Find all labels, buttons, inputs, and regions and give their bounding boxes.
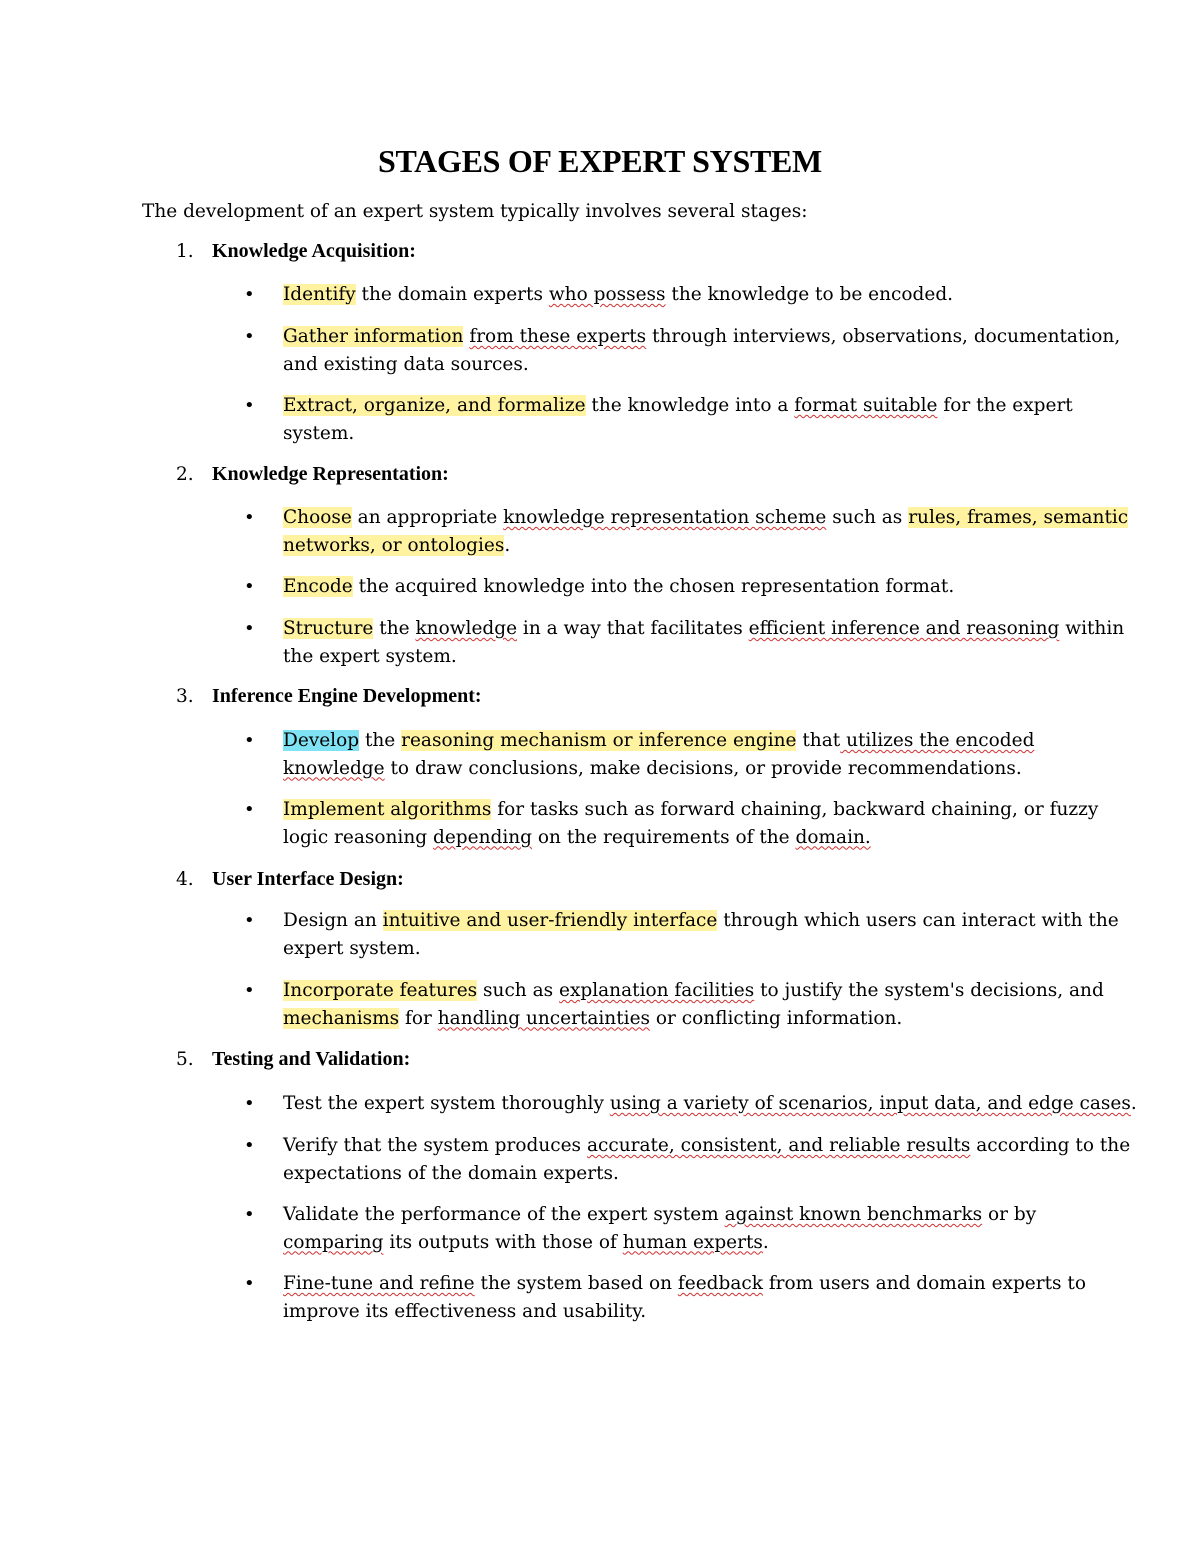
- text-run: within: [1059, 618, 1125, 639]
- bullet-line: [283, 977, 1104, 1005]
- stage-title: Testing and Validation:: [212, 1048, 411, 1070]
- list-item: [244, 504, 1129, 559]
- bullet-icon: •: [244, 576, 255, 597]
- bullet-line: [283, 755, 1063, 783]
- stage-number: 5.: [176, 1049, 194, 1070]
- bullet-icon: •: [244, 326, 255, 347]
- bullet-line: [283, 392, 1073, 420]
- highlighted-text: Structure: [283, 618, 374, 639]
- spellcheck-underlined-text: using a variety of scenarios, input data, and edge cases: [609, 1093, 1131, 1114]
- bullet-icon: •: [244, 980, 255, 1001]
- text-run: for the expert: [937, 395, 1073, 416]
- list-item: [244, 281, 1063, 309]
- bullet-line: [283, 824, 1063, 852]
- text-run: expert system.: [283, 937, 421, 959]
- text-run: the knowledge into a: [585, 395, 795, 416]
- list-item: [244, 1090, 1137, 1118]
- bullet-line: [283, 1201, 1063, 1229]
- bullet-line: [283, 573, 1063, 601]
- stage-number: 3.: [176, 686, 194, 707]
- bullet-line: [283, 796, 1099, 824]
- text-run: the knowledge to be encoded.: [665, 284, 954, 305]
- bullet-icon: •: [244, 618, 255, 639]
- spellcheck-underlined-text: Fine-tune and refine: [283, 1273, 475, 1294]
- spellcheck-underlined-text: knowledge: [415, 618, 518, 639]
- highlighted-text: Implement algorithms: [283, 799, 492, 820]
- bullet-icon: •: [244, 507, 255, 528]
- stage-number: 2.: [176, 464, 194, 485]
- text-run: Verify that the system produces: [283, 1135, 587, 1156]
- spellcheck-underlined-text: format suitable: [794, 395, 938, 416]
- stage-number: 1.: [176, 241, 194, 262]
- highlighted-text: Encode: [283, 576, 353, 597]
- bullet-icon: •: [244, 284, 255, 305]
- stage-number: 4.: [176, 869, 194, 890]
- list-item: [244, 907, 1119, 962]
- text-run: that: [796, 730, 841, 751]
- bullet-line: [283, 1229, 1063, 1257]
- text-run: the expert system.: [283, 645, 457, 667]
- text-run: the: [359, 730, 402, 751]
- list-item: [244, 1270, 1086, 1325]
- spellcheck-underlined-text: explanation facilities: [559, 980, 755, 1001]
- stage-heading: [176, 1046, 410, 1073]
- bullet-icon: •: [244, 1135, 255, 1156]
- spellcheck-underlined-text: handling uncertainties: [437, 1007, 651, 1029]
- text-run: Test the expert system thoroughly: [283, 1093, 610, 1114]
- text-run: for: [399, 1007, 438, 1029]
- text-run: improve its effectiveness and usability.: [283, 1300, 647, 1322]
- bullet-icon: •: [244, 910, 255, 931]
- highlighted-text: intuitive and user-friendly interface: [382, 910, 718, 931]
- bullet-line: [283, 615, 1125, 643]
- list-item: [244, 727, 1063, 782]
- highlighted-text: reasoning mechanism or inference engine: [401, 730, 797, 751]
- bullet-line: [283, 1005, 1063, 1033]
- stage-heading: [176, 238, 416, 265]
- stage-title: Knowledge Representation:: [212, 463, 449, 485]
- stage-heading: [176, 866, 404, 893]
- list-item: [244, 323, 1121, 378]
- text-run: the domain experts: [355, 284, 549, 305]
- stage-heading: [176, 683, 482, 710]
- bullet-line: [283, 351, 1063, 379]
- bullet-line: [283, 907, 1119, 935]
- bullet-line: [283, 420, 1063, 448]
- stage-title: Inference Engine Development:: [212, 685, 482, 707]
- spellcheck-underlined-text: feedback: [677, 1273, 763, 1294]
- bullet-line: [283, 1270, 1086, 1298]
- text-run: logic reasoning: [283, 826, 433, 848]
- bullet-line: [283, 1160, 1063, 1188]
- spellcheck-underlined-text: comparing: [283, 1231, 384, 1253]
- text-run: from users and domain experts to: [762, 1273, 1086, 1294]
- highlighted-text: Develop: [283, 730, 360, 751]
- bullet-line: [283, 532, 1063, 560]
- stage-title: User Interface Design:: [212, 868, 404, 890]
- highlighted-text: Extract, organize, and formalize: [283, 395, 586, 416]
- bullet-icon: •: [244, 1093, 255, 1114]
- stage-heading: [176, 461, 449, 488]
- text-run: .: [504, 534, 511, 556]
- spellcheck-underlined-text: knowledge: [283, 757, 385, 779]
- spellcheck-underlined-text: who possess: [548, 284, 666, 305]
- text-run: to justify the system's decisions, and: [754, 980, 1104, 1001]
- highlighted-text: Choose: [283, 507, 352, 528]
- intro-paragraph: The development of an expert system typically involves several stages:: [142, 201, 808, 222]
- text-run: its outputs with those of: [383, 1231, 623, 1253]
- text-run: an appropriate: [351, 507, 504, 528]
- spellcheck-underlined-text: utilizes the encoded: [840, 730, 1035, 751]
- bullet-line: [283, 323, 1121, 351]
- spellcheck-underlined-text: depending: [432, 826, 532, 848]
- bullet-line: [283, 643, 1063, 671]
- text-run: such as: [477, 980, 560, 1001]
- bullet-icon: •: [244, 799, 255, 820]
- text-run: the: [373, 618, 416, 639]
- spellcheck-underlined-text: against known benchmarks: [724, 1204, 983, 1225]
- bullet-line: [283, 1090, 1137, 1118]
- text-run: through which users can interact with the: [717, 910, 1119, 931]
- bullet-line: [283, 727, 1063, 755]
- text-run: for tasks such as forward chaining, backward chaining, or fuzzy: [491, 799, 1099, 820]
- highlighted-text: rules, frames, semantic: [908, 507, 1129, 528]
- bullet-line: [283, 1298, 1063, 1326]
- list-item: [244, 977, 1104, 1032]
- bullet-line: [283, 504, 1129, 532]
- text-run: on the requirements of the: [532, 826, 796, 848]
- bullet-icon: •: [244, 730, 255, 751]
- text-run: in a way that facilitates: [517, 618, 749, 639]
- text-run: the acquired knowledge into the chosen representation format.: [352, 576, 955, 597]
- highlighted-text: Identify: [283, 284, 356, 305]
- spellcheck-underlined-text: from these experts: [469, 326, 647, 347]
- list-item: [244, 796, 1099, 851]
- bullet-icon: •: [244, 1204, 255, 1225]
- text-run: to draw conclusions, make decisions, or provide recommendations.: [384, 757, 1022, 779]
- list-item: [244, 392, 1073, 447]
- text-run: through interviews, observations, documentation,: [646, 326, 1121, 347]
- stage-title: Knowledge Acquisition:: [212, 240, 416, 262]
- spellcheck-underlined-text: domain.: [795, 826, 871, 848]
- text-run: Validate the performance of the expert system: [283, 1204, 725, 1225]
- highlighted-text: Gather information: [283, 326, 464, 347]
- text-run: and existing data sources.: [283, 353, 529, 375]
- highlighted-text: mechanisms: [283, 1007, 400, 1029]
- bullet-icon: •: [244, 1273, 255, 1294]
- page-title: STAGES OF EXPERT SYSTEM: [378, 143, 822, 179]
- text-run: expectations of the domain experts.: [283, 1162, 619, 1184]
- text-run: or by: [982, 1204, 1037, 1225]
- spellcheck-underlined-text: knowledge representation scheme: [503, 507, 827, 528]
- text-run: the system based on: [474, 1273, 678, 1294]
- bullet-line: [283, 1132, 1131, 1160]
- list-item: [244, 1132, 1131, 1187]
- list-item: [244, 1201, 1063, 1256]
- bullet-icon: •: [244, 395, 255, 416]
- text-run: such as: [826, 507, 909, 528]
- text-run: system.: [283, 422, 355, 444]
- text-run: Design an: [283, 910, 383, 931]
- spellcheck-underlined-text: accurate, consistent, and reliable results: [586, 1135, 971, 1156]
- text-run: or conflicting information.: [650, 1007, 903, 1029]
- spellcheck-underlined-text: human experts: [622, 1231, 763, 1253]
- spellcheck-underlined-text: efficient inference and reasoning: [748, 618, 1060, 639]
- text-run: according to the: [970, 1135, 1131, 1156]
- highlighted-text: networks, or ontologies: [283, 534, 505, 556]
- list-item: [244, 615, 1125, 670]
- text-run: .: [762, 1231, 769, 1253]
- highlighted-text: Incorporate features: [283, 980, 478, 1001]
- bullet-line: [283, 935, 1063, 963]
- bullet-line: [283, 281, 1063, 309]
- list-item: [244, 573, 1063, 601]
- text-run: .: [1130, 1093, 1137, 1114]
